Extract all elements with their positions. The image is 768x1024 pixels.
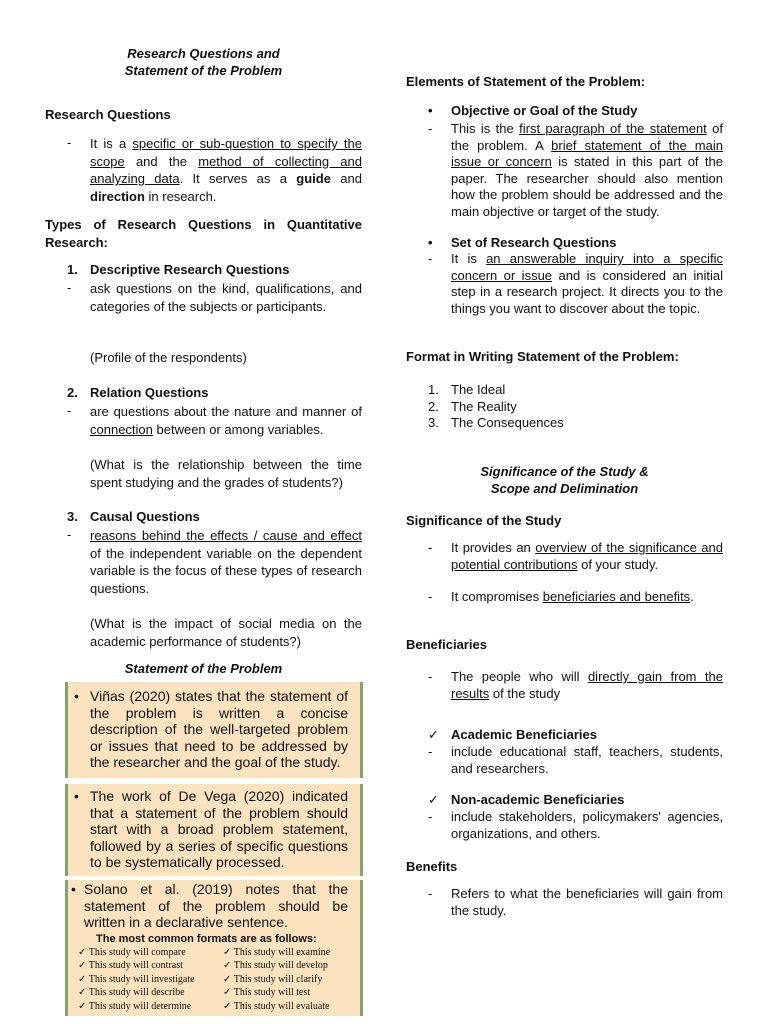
bold-text: direction (90, 188, 145, 204)
item-text: The Consequences (451, 415, 564, 430)
format-item (223, 1000, 330, 1013)
benefits-heading: Benefits (406, 859, 458, 874)
quote-text: Solano et al. (2019) notes that the statement of the problem should be written in a declarative sentence. (84, 881, 348, 930)
format-text: This study will determine (88, 1000, 192, 1012)
underlined-text: overview of the significance and potential contributions (451, 540, 724, 572)
check-icon: ✓ (428, 727, 439, 742)
significance-title (406, 464, 723, 497)
underlined-text: reasons behind the effects / cause and effect (90, 528, 362, 543)
quote-text: The work of De Vega (2020) indicated that a statement of the problem should start with a broad problem statement, followed by a series of specific questions to be systematically processed. (90, 788, 348, 870)
format-list (428, 382, 564, 432)
item-number: 2. (428, 398, 439, 414)
dash-marker: - (428, 809, 433, 824)
format-text: This study will compare (88, 947, 186, 958)
format-item (78, 946, 195, 959)
rq-title (45, 46, 362, 79)
text: of the study (489, 685, 561, 701)
dash-marker: - (67, 403, 72, 418)
text: This is the (451, 121, 520, 136)
check-icon: ✓ (78, 947, 87, 958)
item-number: 1. (428, 382, 439, 397)
format-text: This study will contrast (88, 960, 183, 972)
significance-heading: Significance of the Study (406, 513, 562, 528)
underlined-text: method of collecting and analyzing data (90, 153, 362, 186)
format-text: This study will clarify (233, 973, 323, 985)
format-text: This study will examine (233, 947, 331, 958)
check-icon: ✓ (223, 960, 232, 972)
text: It compromises (451, 589, 543, 604)
check-icon: ✓ (223, 973, 232, 985)
title-line: Significance of the Study & (480, 464, 649, 479)
type-title: Descriptive Research Questions (90, 262, 290, 277)
type-example: (Profile of the respondents) (90, 350, 247, 365)
text: are questions about the nature and manner of (90, 404, 362, 419)
underlined-text: brief statement of the main issue or concern (451, 137, 723, 169)
text: The people who will (451, 669, 588, 684)
check-icon: ✓ (428, 792, 439, 807)
underlined-text: first paragraph of the statement (519, 121, 707, 136)
rq-definition (90, 135, 362, 205)
text: in research. (144, 188, 217, 204)
type-number: 1. (67, 262, 78, 277)
dash-marker: - (428, 886, 433, 901)
text: It is (451, 251, 487, 266)
check-icon: ✓ (223, 1000, 232, 1012)
item-number: 3. (428, 415, 439, 430)
underlined-text: directly gain from the results (451, 669, 723, 701)
type-description: ask questions on the kind, qualifications, and categories of the subjects or participants. (90, 281, 362, 314)
bullet-marker: • (74, 788, 79, 804)
objective-title: Objective or Goal of the Study (451, 103, 638, 118)
text: and (330, 171, 362, 186)
title-line: Statement of the Problem (124, 62, 283, 78)
beneficiaries-heading: Beneficiaries (406, 637, 487, 652)
check-icon: ✓ (78, 973, 87, 985)
format-item (223, 986, 330, 999)
dash-marker: - (428, 540, 433, 555)
objective-text (451, 121, 723, 220)
format-item (78, 1000, 195, 1013)
text: and is considered an initial step in a research project. It directs you to the things you want to discover about the topic. (451, 267, 723, 316)
format-item (78, 973, 195, 986)
underlined-text: beneficiaries and benefits (542, 589, 691, 604)
quote-box (65, 682, 363, 778)
format-text: This study will test (233, 987, 311, 999)
text: It is a (90, 136, 133, 151)
format-text: This study will describe (88, 987, 185, 999)
elements-heading: Elements of Statement of the Problem: (406, 74, 646, 89)
dash-marker: - (428, 121, 433, 136)
type-example: (What is the impact of social media on the academic performance of students?) (90, 616, 362, 649)
format-text: This study will develop (233, 960, 328, 972)
bullet-marker: • (428, 235, 433, 250)
bullet-marker: • (74, 688, 79, 704)
format-text: This study will investigate (88, 973, 195, 985)
text: and the (124, 153, 199, 169)
bold-text: guide (296, 171, 331, 186)
quote-box (65, 880, 363, 1016)
type-number: 2. (67, 385, 78, 400)
type-title: Relation Questions (90, 385, 209, 400)
text: . It serves as a (179, 171, 297, 186)
format-text: This study will evaluate (233, 1000, 330, 1012)
quote-text: Viñas (2020) states that the statement of the problem is written a concise description of the well-targeted problem or issues that need to be addressed by the researcher and the goal of the study. (90, 688, 348, 770)
quote-box (65, 784, 363, 876)
bullet-marker: • (71, 881, 76, 897)
types-heading: Types of Research Questions in Quantitative Research: (45, 217, 362, 250)
dash-marker: - (428, 589, 433, 604)
text: is stated in this part of the paper. The researcher should also mention how the problem should be addressed and the main objective or target of the study. (451, 154, 723, 219)
check-icon: ✓ (78, 987, 87, 999)
format-item (78, 959, 195, 972)
dash-marker: - (67, 135, 72, 150)
type-title: Causal Questions (90, 509, 200, 524)
set-title: Set of Research Questions (451, 235, 617, 250)
sop-heading: Statement of the Problem (124, 661, 283, 676)
check-icon: ✓ (223, 987, 232, 999)
text: It provides an (451, 540, 536, 555)
research-questions-heading: Research Questions (45, 107, 171, 122)
format-list-item (428, 399, 564, 416)
underlined-text: specific or sub-question to specify the scope (90, 136, 363, 169)
text: . (690, 589, 694, 604)
format-item (78, 986, 195, 999)
dash-marker: - (67, 280, 72, 295)
text: of the independent variable on the dependent variable is the focus of these types of research questions. (90, 545, 362, 596)
item-text: The Reality (451, 398, 517, 414)
text: of your study. (577, 556, 659, 572)
title-line: Scope and Delimination (490, 480, 639, 496)
type-example: (What is the relationship between the time spent studying and the grades of students?) (90, 457, 362, 490)
type-description (90, 527, 362, 597)
text: of the problem. A (451, 121, 724, 153)
dash-marker: - (428, 744, 433, 759)
type-description (90, 403, 362, 438)
format-item (223, 946, 330, 959)
bullet-marker: • (428, 103, 433, 118)
format-list-item (428, 382, 564, 399)
nonacademic-title: Non-academic Beneficiaries (451, 792, 625, 807)
beneficiaries-item (451, 669, 723, 702)
nonacademic-text: include stakeholders, policymakers' agencies, organizations, and others. (451, 809, 723, 841)
set-text (451, 251, 723, 317)
format-item (223, 959, 330, 972)
underlined-text: connection (90, 421, 153, 437)
dash-marker: - (428, 251, 433, 266)
item-text: The Ideal (451, 382, 506, 397)
text: between or among variables. (152, 421, 324, 437)
format-heading: Format in Writing Statement of the Problem: (406, 349, 679, 364)
formats-list-right (223, 946, 330, 1013)
format-list-item (428, 415, 564, 432)
dash-marker: - (428, 669, 433, 684)
check-icon: ✓ (78, 960, 87, 972)
type-number: 3. (67, 509, 78, 524)
check-icon: ✓ (223, 947, 232, 958)
significance-item (451, 589, 723, 606)
benefits-text: Refers to what the beneficiaries will gain from the study. (451, 886, 723, 918)
academic-text: include educational staff, teachers, students, and researchers. (451, 744, 723, 776)
academic-title: Academic Beneficiaries (451, 727, 597, 742)
significance-item (451, 540, 723, 573)
formats-heading: The most common formats are as follows: (96, 933, 317, 945)
title-line: Research Questions and (127, 46, 280, 61)
check-icon: ✓ (78, 1000, 87, 1012)
format-item (223, 973, 330, 986)
underlined-text: an answerable inquiry into a specific concern or issue (451, 251, 723, 283)
formats-list-left (78, 946, 195, 1013)
dash-marker: - (67, 527, 72, 542)
